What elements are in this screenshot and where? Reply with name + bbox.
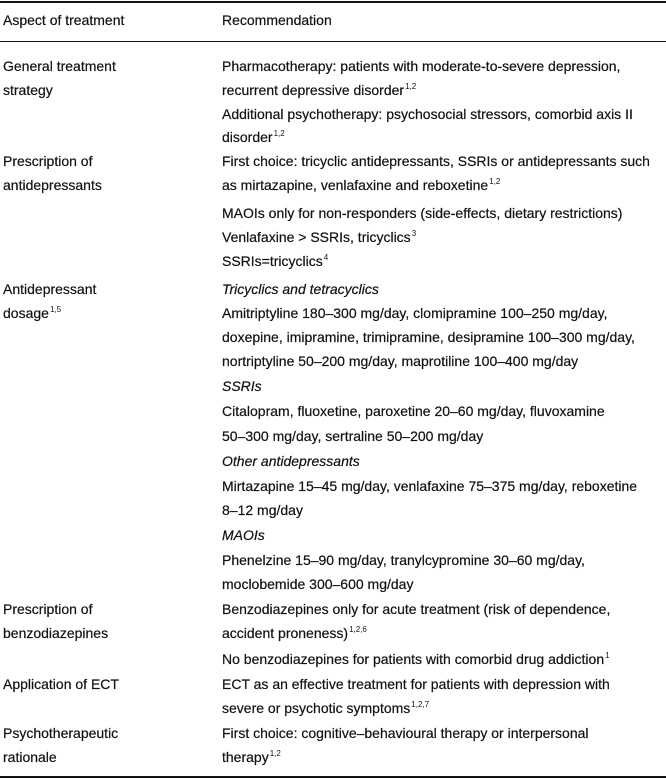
- aspect-text: dosage: [3, 305, 49, 321]
- aspect-line: Prescription of: [3, 153, 93, 169]
- drug-class-heading: MAOIs: [222, 527, 265, 543]
- recommendation-line: [222, 696, 429, 720]
- dosage-line: doxepine, imipramine, trimipramine, desipramine 100–300 mg/day,: [222, 329, 635, 345]
- table-row: [0, 54, 666, 145]
- reference-superscript: 1: [605, 651, 610, 660]
- recommendation-line: [222, 745, 281, 769]
- aspect-line: Antidepressant: [3, 281, 97, 297]
- aspect-line: General treatment: [3, 58, 116, 74]
- recommendation-text: Venlafaxine > SSRIs, tricyclics: [222, 229, 411, 245]
- recommendation-line: First choice: cognitive–behavioural therapy or interpersonal: [222, 725, 589, 741]
- recommendation-line: Benzodiazepines only for acute treatment (risk of dependence,: [222, 601, 611, 617]
- dosage-line: 8–12 mg/day: [222, 502, 303, 518]
- dosage-line: Citalopram, fluoxetine, paroxetine 20–60 mg/day, fluvoxamine: [222, 403, 605, 419]
- recommendation-line: [222, 78, 416, 102]
- aspect-line: benzodiazepines: [3, 625, 109, 641]
- table-row: [0, 149, 666, 269]
- aspect-line: rationale: [3, 749, 57, 765]
- dosage-line: Amitriptyline 180–300 mg/day, clomipramine 100–250 mg/day,: [222, 305, 608, 321]
- recommendation-line: Additional psychotherapy: psychosocial stressors, comorbid axis II: [222, 106, 633, 122]
- table-row: [0, 277, 666, 592]
- reference-superscript: 1,2: [273, 129, 285, 138]
- reference-superscript: 1,2: [489, 177, 501, 186]
- recommendation-text: No benzodiazepines for patients with comorbid drug addiction: [222, 651, 605, 667]
- dosage-line: nortriptyline 50–200 mg/day, maprotiline 100–400 mg/day: [222, 353, 579, 369]
- recommendation-text: recurrent depressive disorder: [222, 82, 405, 98]
- recommendation-line: [222, 225, 416, 249]
- dosage-line: Mirtazapine 15–45 mg/day, venlafaxine 75–375 mg/day, reboxetine: [222, 478, 638, 494]
- dosage-line: moclobemide 300–600 mg/day: [222, 576, 414, 592]
- recommendation-text: severe or psychotic symptoms: [222, 700, 411, 716]
- dosage-line: Phenelzine 15–90 mg/day, tranylcypromine 30–60 mg/day,: [222, 552, 585, 568]
- column-header-recommendation: Recommendation: [222, 12, 332, 28]
- recommendation-line: [222, 249, 328, 273]
- drug-class-heading: Tricyclics and tetracyclics: [222, 281, 379, 297]
- recommendation-line: [222, 173, 500, 197]
- aspect-line: Prescription of: [3, 601, 93, 617]
- reference-superscript: 1,2,6: [349, 625, 367, 634]
- table-row: [0, 597, 666, 667]
- table-row: [0, 672, 666, 716]
- table-row: [0, 721, 666, 765]
- reference-superscript: 1,5: [49, 305, 62, 314]
- drug-class-heading: Other antidepressants: [222, 453, 360, 469]
- recommendation-text: as mirtazapine, venlafaxine and reboxetine: [222, 177, 489, 193]
- recommendation-text: SSRIs=tricyclics: [222, 253, 323, 269]
- recommendation-line: First choice: tricyclic antidepressants, SSRIs or antidepressants such: [222, 153, 650, 169]
- aspect-line: Psychotherapeutic: [3, 725, 119, 741]
- aspect-line: strategy: [3, 82, 53, 98]
- aspect-line: antidepressants: [3, 177, 102, 193]
- reference-superscript: 1,2,7: [411, 700, 430, 709]
- reference-superscript: 4: [323, 253, 329, 262]
- table-bottom-rule: [0, 776, 666, 778]
- recommendation-line: ECT as an effective treatment for patients with depression with: [222, 676, 610, 692]
- drug-class-heading: SSRIs: [222, 378, 262, 394]
- reference-superscript: 3: [411, 229, 417, 238]
- aspect-line: Application of ECT: [3, 676, 119, 692]
- recommendation-line: [222, 647, 610, 671]
- recommendation-text: therapy: [222, 749, 269, 765]
- aspect-line: [3, 301, 61, 325]
- reference-superscript: 1,2: [269, 749, 281, 758]
- recommendation-text: accident proneness): [222, 625, 349, 641]
- recommendation-line: [222, 621, 367, 645]
- recommendation-line: [222, 125, 285, 149]
- dosage-line: 50–300 mg/day, sertraline 50–200 mg/day: [222, 428, 484, 444]
- recommendation-text: disorder: [222, 129, 273, 145]
- table-top-rule: [0, 1, 666, 3]
- header-rule: [0, 41, 666, 42]
- recommendation-line: MAOIs only for non-responders (side-effects, dietary restrictions): [222, 205, 623, 221]
- column-header-aspect: Aspect of treatment: [3, 12, 125, 28]
- recommendation-line: Pharmacotherapy: patients with moderate-to-severe depression,: [222, 58, 621, 74]
- reference-superscript: 1,2: [405, 82, 417, 91]
